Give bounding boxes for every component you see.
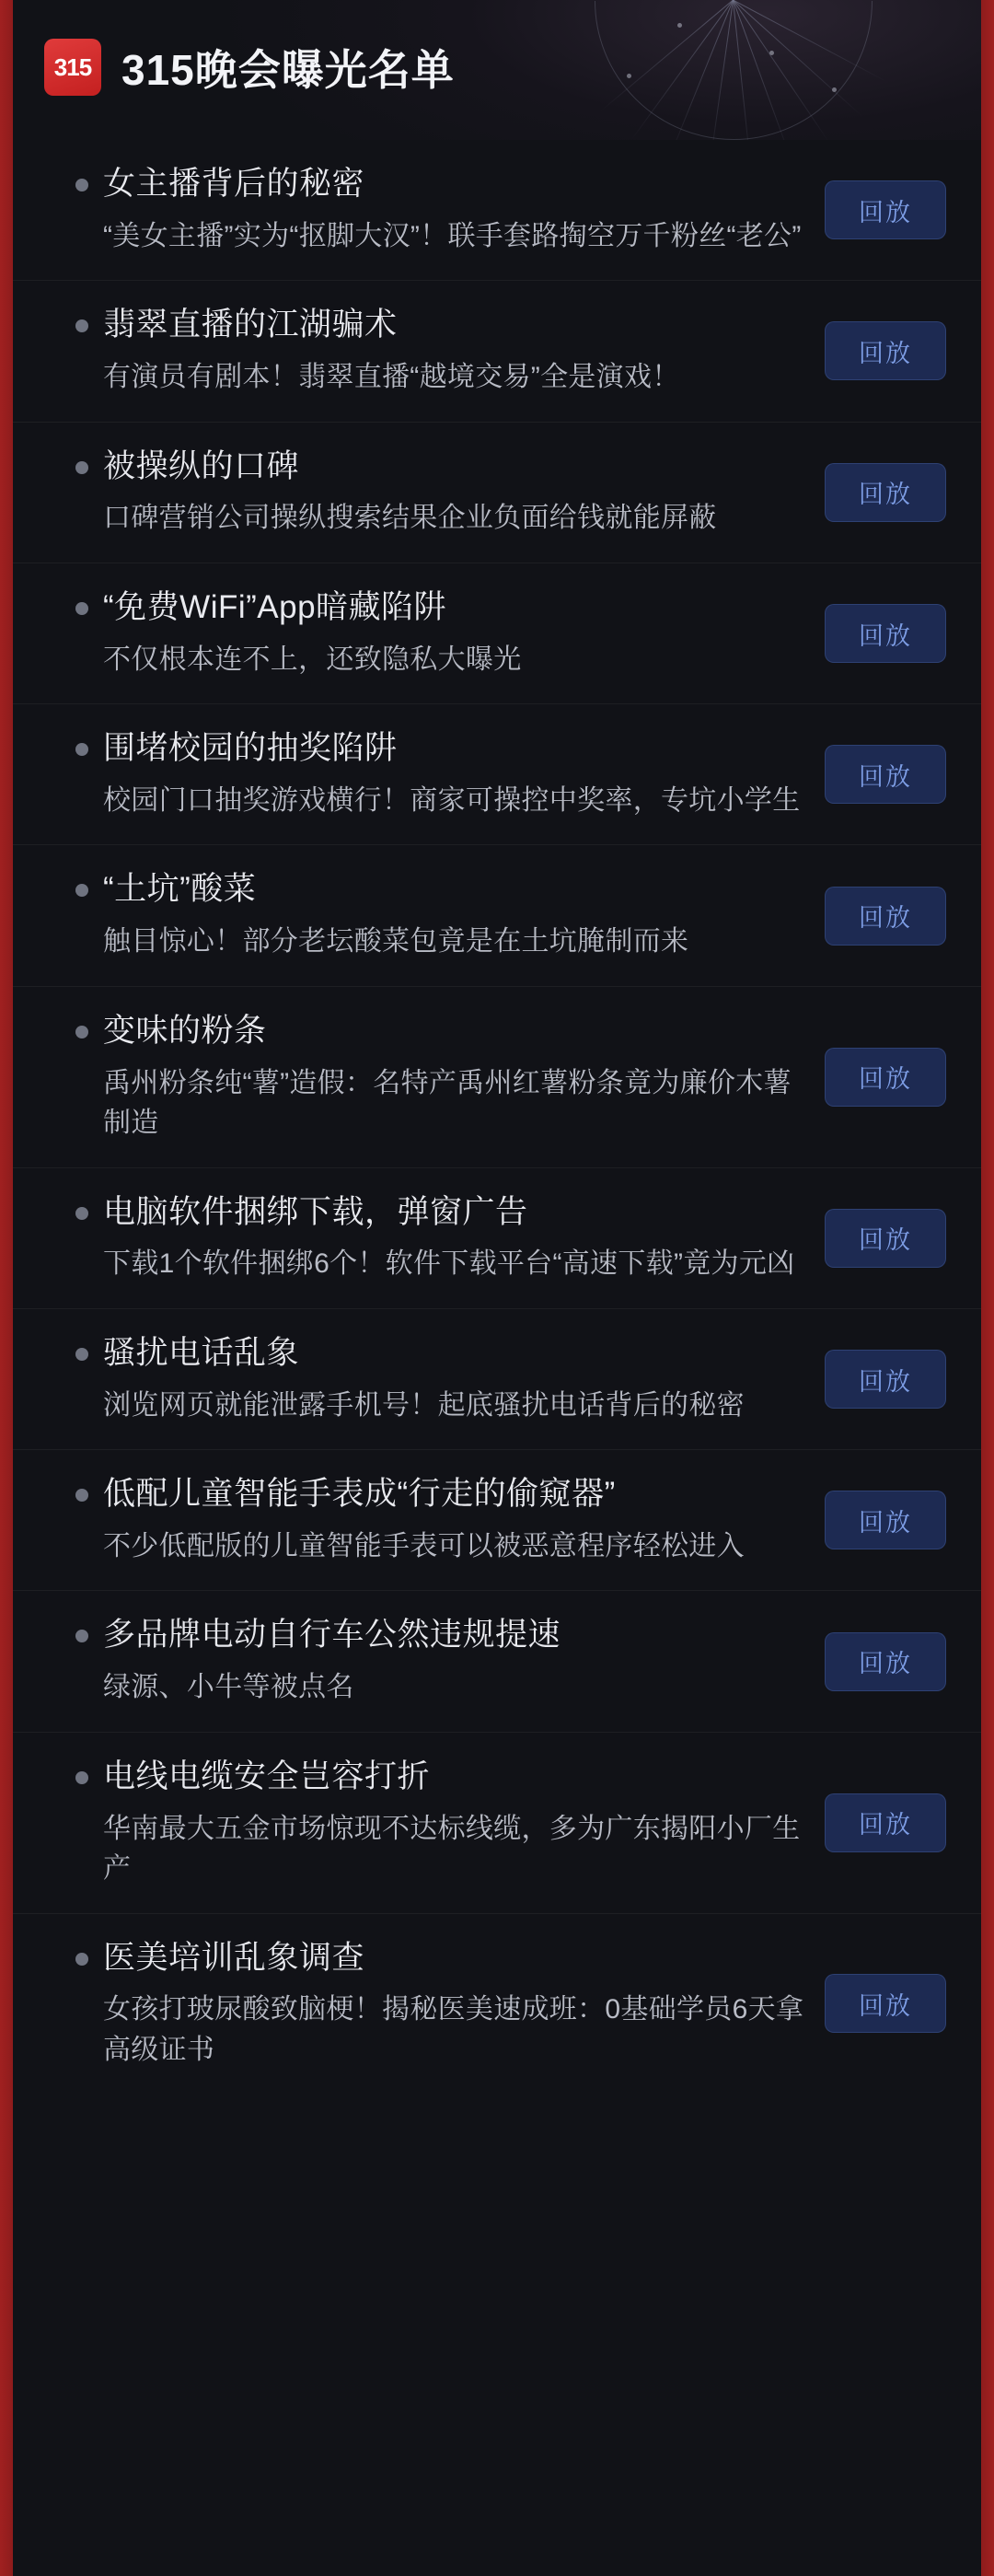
content-panel — [13, 0, 981, 2576]
page-header — [13, 0, 981, 140]
list-item[interactable] — [13, 1913, 981, 2094]
list-item-text-block — [63, 1615, 825, 1707]
list-item-description: 浏览网页就能泄露手机号！起底骚扰电话背后的秘密 — [103, 1389, 745, 1421]
list-item-title: 医美培训乱象调查 — [103, 1939, 365, 1976]
bullet-icon — [75, 179, 88, 191]
list-item[interactable] — [13, 280, 981, 421]
list-item-description: 有演员有剧本！翡翠直播“越境交易”全是演戏！ — [103, 362, 680, 393]
list-item-title: 围堵校园的抽奖陷阱 — [103, 730, 398, 767]
list-item-text-block — [63, 1192, 825, 1284]
list-item-title: 低配儿童智能手表成“行走的偷窥器” — [103, 1476, 616, 1513]
header-row — [44, 37, 455, 98]
list-item[interactable] — [13, 140, 981, 280]
list-item-description: 绿源、小牛等被点名 — [103, 1672, 354, 1703]
bullet-icon — [75, 1026, 88, 1039]
list-item[interactable] — [13, 1308, 981, 1449]
list-item-text-block — [63, 728, 825, 820]
replay-button[interactable]: 回放 — [825, 604, 946, 663]
list-item-title: 电线电缆安全岂容打折 — [103, 1758, 431, 1794]
list-item-text-block — [63, 1011, 825, 1143]
bullet-icon — [75, 1207, 88, 1220]
list-item-description: 下载1个软件捆绑6个！软件下载平台“高速下载”竟为元凶 — [103, 1248, 795, 1280]
bullet-icon — [75, 602, 88, 615]
replay-button[interactable]: 回放 — [825, 1491, 946, 1549]
page-title: 315晚会曝光名单 — [121, 46, 455, 94]
bullet-icon — [75, 1953, 88, 1966]
list-item-description: 女孩打玻尿酸致脑梗！揭秘医美速成班：0基础学员6天拿高级证书 — [103, 1994, 804, 2065]
list-item-text-block — [63, 587, 825, 679]
decorative-fan-graphic — [539, 0, 926, 140]
bullet-icon — [75, 461, 88, 474]
replay-button[interactable]: 回放 — [825, 887, 946, 946]
list-item-text-block — [63, 1474, 825, 1566]
list-item-title: 女主播背后的秘密 — [103, 166, 365, 202]
list-item-title: “土坑”酸菜 — [103, 871, 257, 908]
replay-button[interactable]: 回放 — [825, 1632, 946, 1691]
replay-button[interactable]: 回放 — [825, 1793, 946, 1852]
list-item-description: 不少低配版的儿童智能手表可以被恶意程序轻松进入 — [103, 1530, 745, 1561]
list-item-text-block — [63, 1333, 825, 1425]
replay-button[interactable]: 回放 — [825, 321, 946, 380]
list-item-text-block — [63, 869, 825, 961]
list-item-description: “美女主播”实为“抠脚大汉”！联手套路掏空万千粉丝“老公” — [103, 220, 802, 251]
list-item[interactable] — [13, 1167, 981, 1308]
list-item-text-block — [63, 305, 825, 397]
logo-315-icon: 315 — [44, 39, 101, 96]
replay-button[interactable]: 回放 — [825, 1974, 946, 2033]
list-item-title: 被操纵的口碑 — [103, 447, 300, 484]
list-item[interactable] — [13, 563, 981, 703]
list-item-text-block — [63, 447, 825, 539]
replay-button[interactable]: 回放 — [825, 1209, 946, 1268]
list-item-title: 骚扰电话乱象 — [103, 1334, 300, 1371]
list-item-text-block — [63, 164, 825, 256]
list-item[interactable] — [13, 1449, 981, 1590]
replay-button[interactable]: 回放 — [825, 745, 946, 804]
decorative-arc — [595, 0, 873, 140]
bullet-icon — [75, 1771, 88, 1784]
exposure-list — [13, 140, 981, 2094]
list-item-description: 校园门口抽奖游戏横行！商家可操控中奖率，专坑小学生 — [103, 784, 801, 816]
list-item-title: 多品牌电动自行车公然违规提速 — [103, 1617, 561, 1654]
list-item-title: 变味的粉条 — [103, 1012, 267, 1049]
replay-button[interactable]: 回放 — [825, 1350, 946, 1409]
replay-button[interactable]: 回放 — [825, 1048, 946, 1107]
list-item[interactable] — [13, 1732, 981, 1913]
list-item[interactable] — [13, 844, 981, 985]
list-item-title: 电脑软件捆绑下载，弹窗广告 — [103, 1193, 528, 1230]
list-item-text-block — [63, 1757, 825, 1889]
list-item-description: 口碑营销公司操纵搜索结果企业负面给钱就能屏蔽 — [103, 503, 717, 534]
list-item[interactable] — [13, 1590, 981, 1731]
list-item-description: 禹州粉条纯“薯”造假：名特产禹州红薯粉条竟为廉价木薯制造 — [103, 1067, 792, 1139]
list-item-description: 华南最大五金市场惊现不达标线缆，多为广东揭阳小厂生产 — [103, 1813, 801, 1885]
list-item-title: “免费WiFi”App暗藏陷阱 — [103, 588, 447, 625]
list-item-description: 不仅根本连不上，还致隐私大曝光 — [103, 644, 522, 675]
list-item-text-block — [63, 1938, 825, 2071]
replay-button[interactable]: 回放 — [825, 180, 946, 239]
list-item[interactable] — [13, 422, 981, 563]
replay-button[interactable]: 回放 — [825, 463, 946, 522]
list-item[interactable] — [13, 703, 981, 844]
list-item[interactable] — [13, 986, 981, 1167]
bullet-icon — [75, 1348, 88, 1361]
list-item-title: 翡翠直播的江湖骗术 — [103, 307, 398, 343]
list-item-description: 触目惊心！部分老坛酸菜包竟是在土坑腌制而来 — [103, 926, 689, 957]
